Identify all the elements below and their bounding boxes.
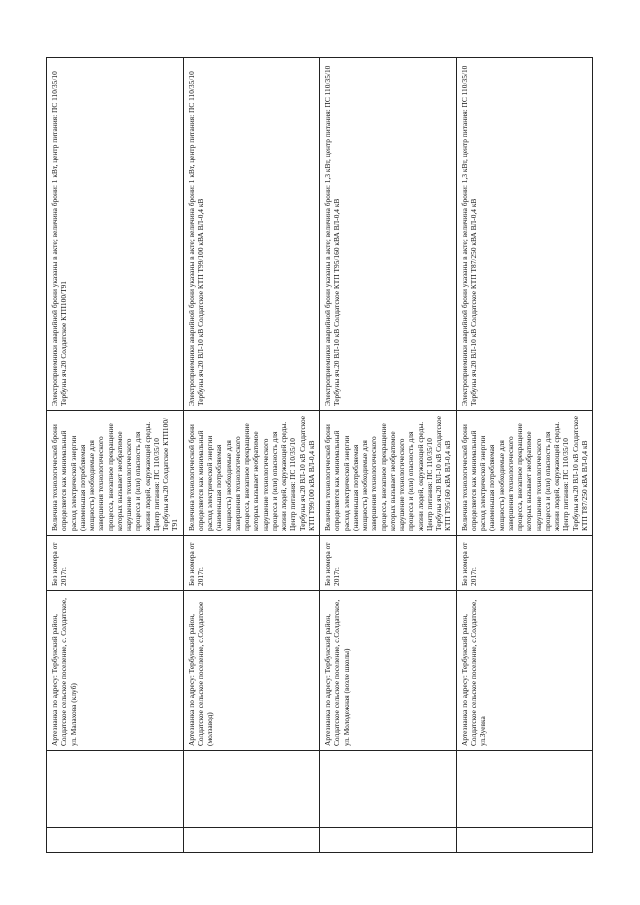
table-cell-number: Без номера от 2017г. xyxy=(183,536,320,591)
table-cell-empty xyxy=(320,751,457,828)
table-cell-address: Артезианка по адресу: Тербунский район, Солдатское сельское поселение, с.Солдатское, ул. Молодежная (возле школы) xyxy=(320,591,457,751)
table-cell-empty xyxy=(183,751,320,828)
table-cell-empty xyxy=(47,828,184,853)
table-cell-empty xyxy=(320,828,457,853)
table-row xyxy=(456,58,593,853)
table-cell-address: Артезианка по адресу: Тербунский район, Солдатское сельское поселение, с.Солдатское (молзавод) xyxy=(183,591,320,751)
table-cell-emergency: Электроприемники аварийной брони указаны в акте; величина брони: 1 кВт, центр питания: ПС 110/35/10 Тербуны яч.20 ВЛ-10 кВ Солдатское КТП Т99/100 кВА ВЛ-0,4 кВ xyxy=(183,58,320,411)
table-cell-tech-description: Величина технологической брони определяется как минимальный расход электрической энергии (наименьшая потребляемая мощность) необходимые для завершения технологического процесса, внезапное прекращение которых вызывает необратимое нарушение технологического процесса и (или) опасность для жизни людей, окружающей среды. Центр питания: ПС 110/35/10 Тербуны яч.20 ВЛ-10 кВ Солдатское КТП Т87/250 кВА ВЛ-0,4 кВ xyxy=(456,411,593,536)
table-row xyxy=(47,58,184,853)
data-table xyxy=(46,57,593,853)
table-cell-empty xyxy=(183,828,320,853)
table-cell-emergency: Электроприемники аварийной брони указаны в акте; величина брони: 1,3 кВт, центр питания: ПС 110/35/10 Тербуны яч.20 ВЛ-10 кВ Солдатское КТП Т95/160 кВА ВЛ-0,4 кВ xyxy=(320,58,457,411)
table-cell-number: Без номера от 2017г. xyxy=(320,536,457,591)
table-cell-empty xyxy=(456,751,593,828)
table-cell-tech-description: Величина технологической брони определяется как минимальный расход электрической энергии (наименьшая потребляемая мощность) необходимые для завершения технологического процесса, внезапное прекращение которых вызывает необратимое нарушение технологического процесса и (или) опасность для жизни людей, окружающей среды. Центр питания: ПС 110/35/10 Тербуны яч.20 Солдатское КТП100/Т91 xyxy=(47,411,184,536)
table-cell-empty xyxy=(47,751,184,828)
table-cell-address: Артезианка по адресу: Тербунский район, Солдатское сельское поселение, с.Солдатское, ул.Зуевка xyxy=(456,591,593,751)
table-cell-number: Без номера от 2017г. xyxy=(456,536,593,591)
table-cell-emergency: Электроприемники аварийной брони указаны в акте; величина брони: 1 кВт, центр питания: ПС 110/35/10 Тербуны яч.20 Солдатское КТП100/Т91 xyxy=(47,58,184,411)
table-cell-empty xyxy=(456,828,593,853)
table-row xyxy=(320,58,457,853)
table-cell-tech-description: Величина технологической брони определяется как минимальный расход электрической энергии (наименьшая потребляемая мощность) необходимые для завершения технологического процесса, внезапное прекращение которых вызывает необратимое нарушение технологического процесса и (или) опасность для жизни людей, окружающей среды. Центр питания: ПС 110/35/10 Тербуны яч.20 ВЛ-10 кВ Солдатское КТП Т99/100 кВА ВЛ-0,4 кВ xyxy=(183,411,320,536)
table-cell-emergency: Электроприемники аварийной брони указаны в акте; величина брони: 1,3 кВт, центр питания: ПС 110/35/10 Тербуны яч.20 ВЛ-10 кВ Солдатское КТП Т87/250 кВА ВЛ-0,4 кВ xyxy=(456,58,593,411)
table-row xyxy=(183,58,320,853)
rotated-table-page xyxy=(46,58,589,853)
table-cell-tech-description: Величина технологической брони определяется как минимальный расход электрической энергии (наименьшая потребляемая мощность) необходимые для завершения технологического процесса, внезапное прекращение которых вызывает необратимое нарушение технологического процесса и (или) опасность для жизни людей, окружающей среды. Центр питания: ПС 110/35/10 Тербуны яч.20 ВЛ-10 кВ Солдатское КТП Т95/160 кВА ВЛ-0,4 кВ xyxy=(320,411,457,536)
table-cell-number: Без номера от 2017г. xyxy=(47,536,184,591)
table-cell-address: Артезианка по адресу: Тербунский район, Солдатское сельское поселение, с. Солдатское, ул. Малахова (клуб) xyxy=(47,591,184,751)
